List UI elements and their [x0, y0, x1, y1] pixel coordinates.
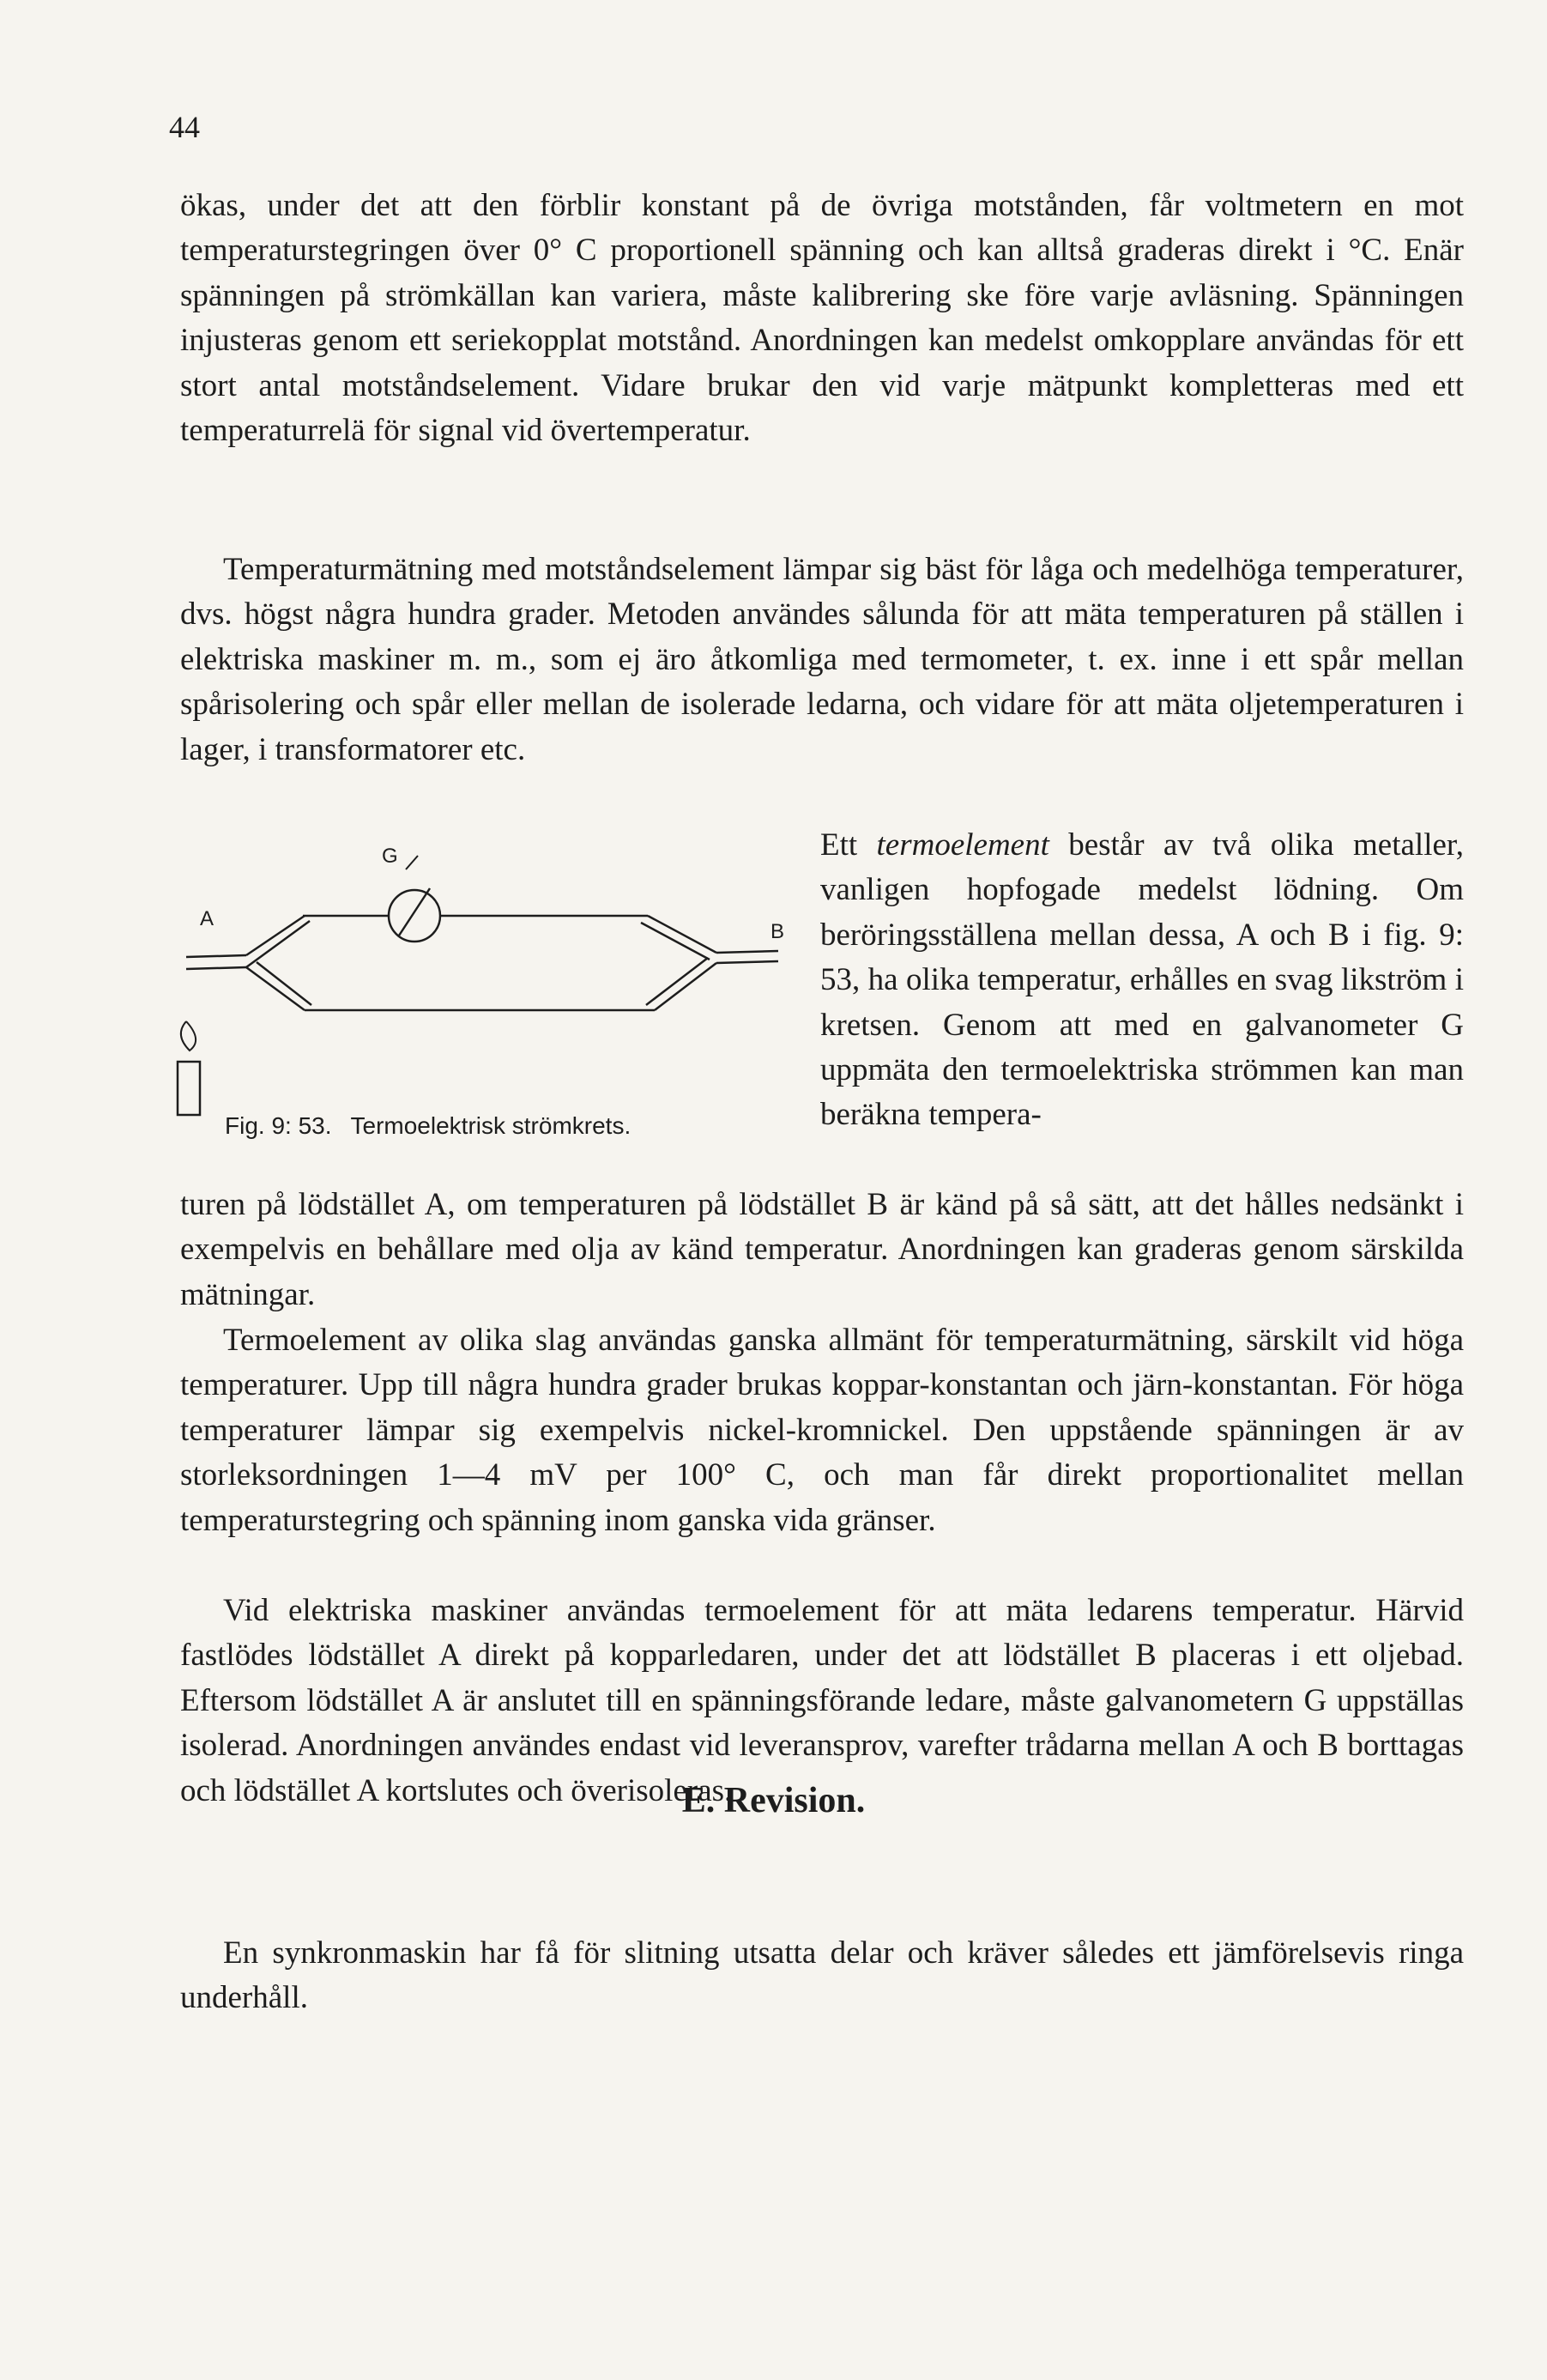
paragraph-2: Temperaturmätning med motståndselement lämpar sig bäst för låga och medelhöga temperaturer, dvs. högst några hundra grader. Metoden användes sålunda för att mäta temperaturen på ställen i elektriska maskiner m. m., som ej äro åtkomliga med termometer, t. ex. inne i ett spår mellan spårisolering och spår eller mellan de isolerade ledarna, och vidare för att mäta oljetemperaturen i lager, i transformatorer etc. [180, 552, 1464, 767]
caption-number: Fig. 9: 53. [225, 1112, 332, 1139]
section-heading: E. Revision. [681, 1781, 866, 1820]
p3-term: termoelement [876, 827, 1049, 863]
paragraph-3-right-column [820, 823, 1464, 1138]
label-g: G [382, 845, 398, 868]
oil-vessel [178, 1062, 200, 1115]
conductor-b-top [716, 951, 778, 953]
label-b: B [770, 920, 785, 943]
paragraph-4: Termoelement av olika slag användas ganska allmänt för temperaturmätning, särskilt vid höga temperaturer. Upp till några hundra grader brukas koppar-konstantan och järn-konstantan. För höga temperaturer lämpar sig exempelvis nickel-kromnickel. Den uppstående spänningen är av storleksordningen 1—4 mV per 100° C, och man får direkt proportionalitet mellan temperaturstegring och spänning inom ganska vida gränser. [180, 1323, 1464, 1538]
caption-text: Termoelektrisk strömkrets. [350, 1112, 631, 1139]
galvanometer-needle [399, 888, 430, 936]
paragraph-3-continued: turen på lödstället A, om temperaturen på lödstället B är känd på så sätt, att det hålles nedsänkt i exempelvis en behållare med olja av känd temperatur. Anordningen kan graderas genom särskilda mätningar. [180, 1187, 1464, 1312]
page-number: 44 [169, 110, 200, 144]
p3-right-text: består av två olika metaller, vanligen hopfogade medelst lödning. Om beröringsställena mellan dessa, A och B i fig. 9: 53, ha olika temperatur, erhålles en svag likström i kretsen. Genom att med en galvanometer G uppmäta den termoelektriska strömmen kan man beräkna tempera- [820, 827, 1464, 1133]
thermocouple-diagram [167, 837, 794, 1120]
paragraph-1: ökas, under det att den förblir konstant på de övriga motstånden, får voltmetern en mot temperaturstegringen över 0° C proportionell spänning och kan alltså graderas direkt i °C. Enär spänningen på strömkällan kan variera, måste kalibrering ske före varje avläsning. Spänningen injusteras genom ett seriekopplat motstånd. Anordningen kan medelst omkopplare användas för ett stort antal motståndselement. Vidare brukar den vid varje mätpunkt kompletteras med ett temperaturrelä för signal vid övertemperatur. [180, 188, 1464, 449]
wire-b-upper [641, 916, 716, 960]
p3-intro: Ett [820, 827, 877, 863]
conductor-a-top [186, 955, 246, 957]
paragraph-5: Vid elektriska maskiner användas termoelement för att mäta ledarens temperatur. Härvid fastlödes lödstället A direkt på kopparledaren, under det att lödstället B placeras i ett oljebad. Eftersom lödstället A är anslutet till en spänningsförande ledare, måste galvanometern G uppställas isolerad. Anordningen användes endast vid leveransprov, varefter trådarna mellan A och B borttagas och lödstället A kortslutes och överisoleras. [180, 1593, 1464, 1808]
wire-b-lower [646, 958, 716, 1010]
flame-symbol [181, 1021, 196, 1051]
paragraph-6: En synkronmaskin har få för slitning utsatta delar och kräver således ett jämförelsevis ringa underhåll. [180, 1935, 1464, 2016]
galvanometer-pointer-mark [406, 856, 418, 869]
wire-a-lower [246, 962, 311, 1010]
conductor-a-bottom [186, 967, 246, 969]
wire-a-upper [246, 916, 310, 967]
conductor-b-bottom [716, 961, 778, 963]
thermocouple-circuit-figure [167, 837, 794, 1146]
label-a: A [200, 907, 215, 930]
figure-caption [225, 1111, 631, 1141]
galvanometer-symbol [389, 890, 440, 942]
